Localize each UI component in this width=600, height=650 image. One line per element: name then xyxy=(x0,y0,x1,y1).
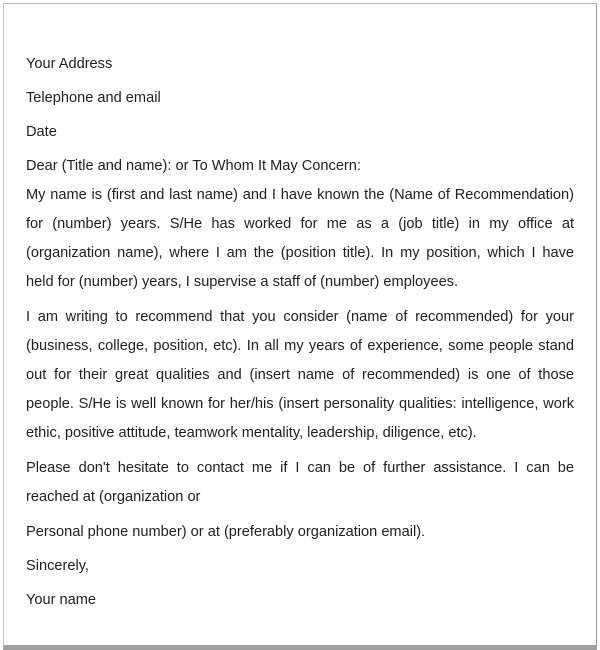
paragraph-introduction xyxy=(26,181,574,297)
paragraph-introduction-line: for (number) years. S/He has worked for me as a (job title) in my office at xyxy=(26,216,574,232)
contact-continuation-line: Personal phone number) or at (preferably organization email). xyxy=(26,524,426,540)
paragraph-introduction-line: held for (number) years, I supervise a staff of (number) employees. xyxy=(26,274,459,290)
sender-address-line: Your Address xyxy=(26,56,113,72)
paragraph-recommendation-line: (business, college, position, etc). In all my years of experience, some people stand xyxy=(26,338,574,354)
paragraph-recommendation-line: out for their great qualities and (insert name of recommended) is one of those xyxy=(26,367,574,383)
sender-telephone-email-line: Telephone and email xyxy=(26,90,161,106)
paragraph-contact-line: Please don't hesitate to contact me if I can be of further assistance. I can be xyxy=(26,460,574,476)
date-line: Date xyxy=(26,124,57,140)
paragraph-recommendation-line: I am writing to recommend that you consider (name of recommended) for your xyxy=(26,309,574,325)
paragraph-contact xyxy=(26,454,574,512)
paragraph-recommendation-line: people. S/He is well known for her/his (insert personality qualities: intelligence, work xyxy=(26,396,574,412)
paragraph-recommendation-line: ethic, positive attitude, teamwork mentality, leadership, diligence, etc). xyxy=(26,425,477,441)
paragraph-recommendation xyxy=(26,303,574,448)
closing-line: Sincerely, xyxy=(26,558,89,574)
paragraph-introduction-line: (organization name), where I am the (position title). In my position, which I have xyxy=(26,245,574,261)
signature-line: Your name xyxy=(26,592,97,608)
paragraph-introduction-line: My name is (first and last name) and I have known the (Name of Recommendation) xyxy=(26,187,574,203)
paragraph-contact-line: reached at (organization or xyxy=(26,489,201,505)
salutation-line: Dear (Title and name): or To Whom It May Concern: xyxy=(26,158,361,174)
